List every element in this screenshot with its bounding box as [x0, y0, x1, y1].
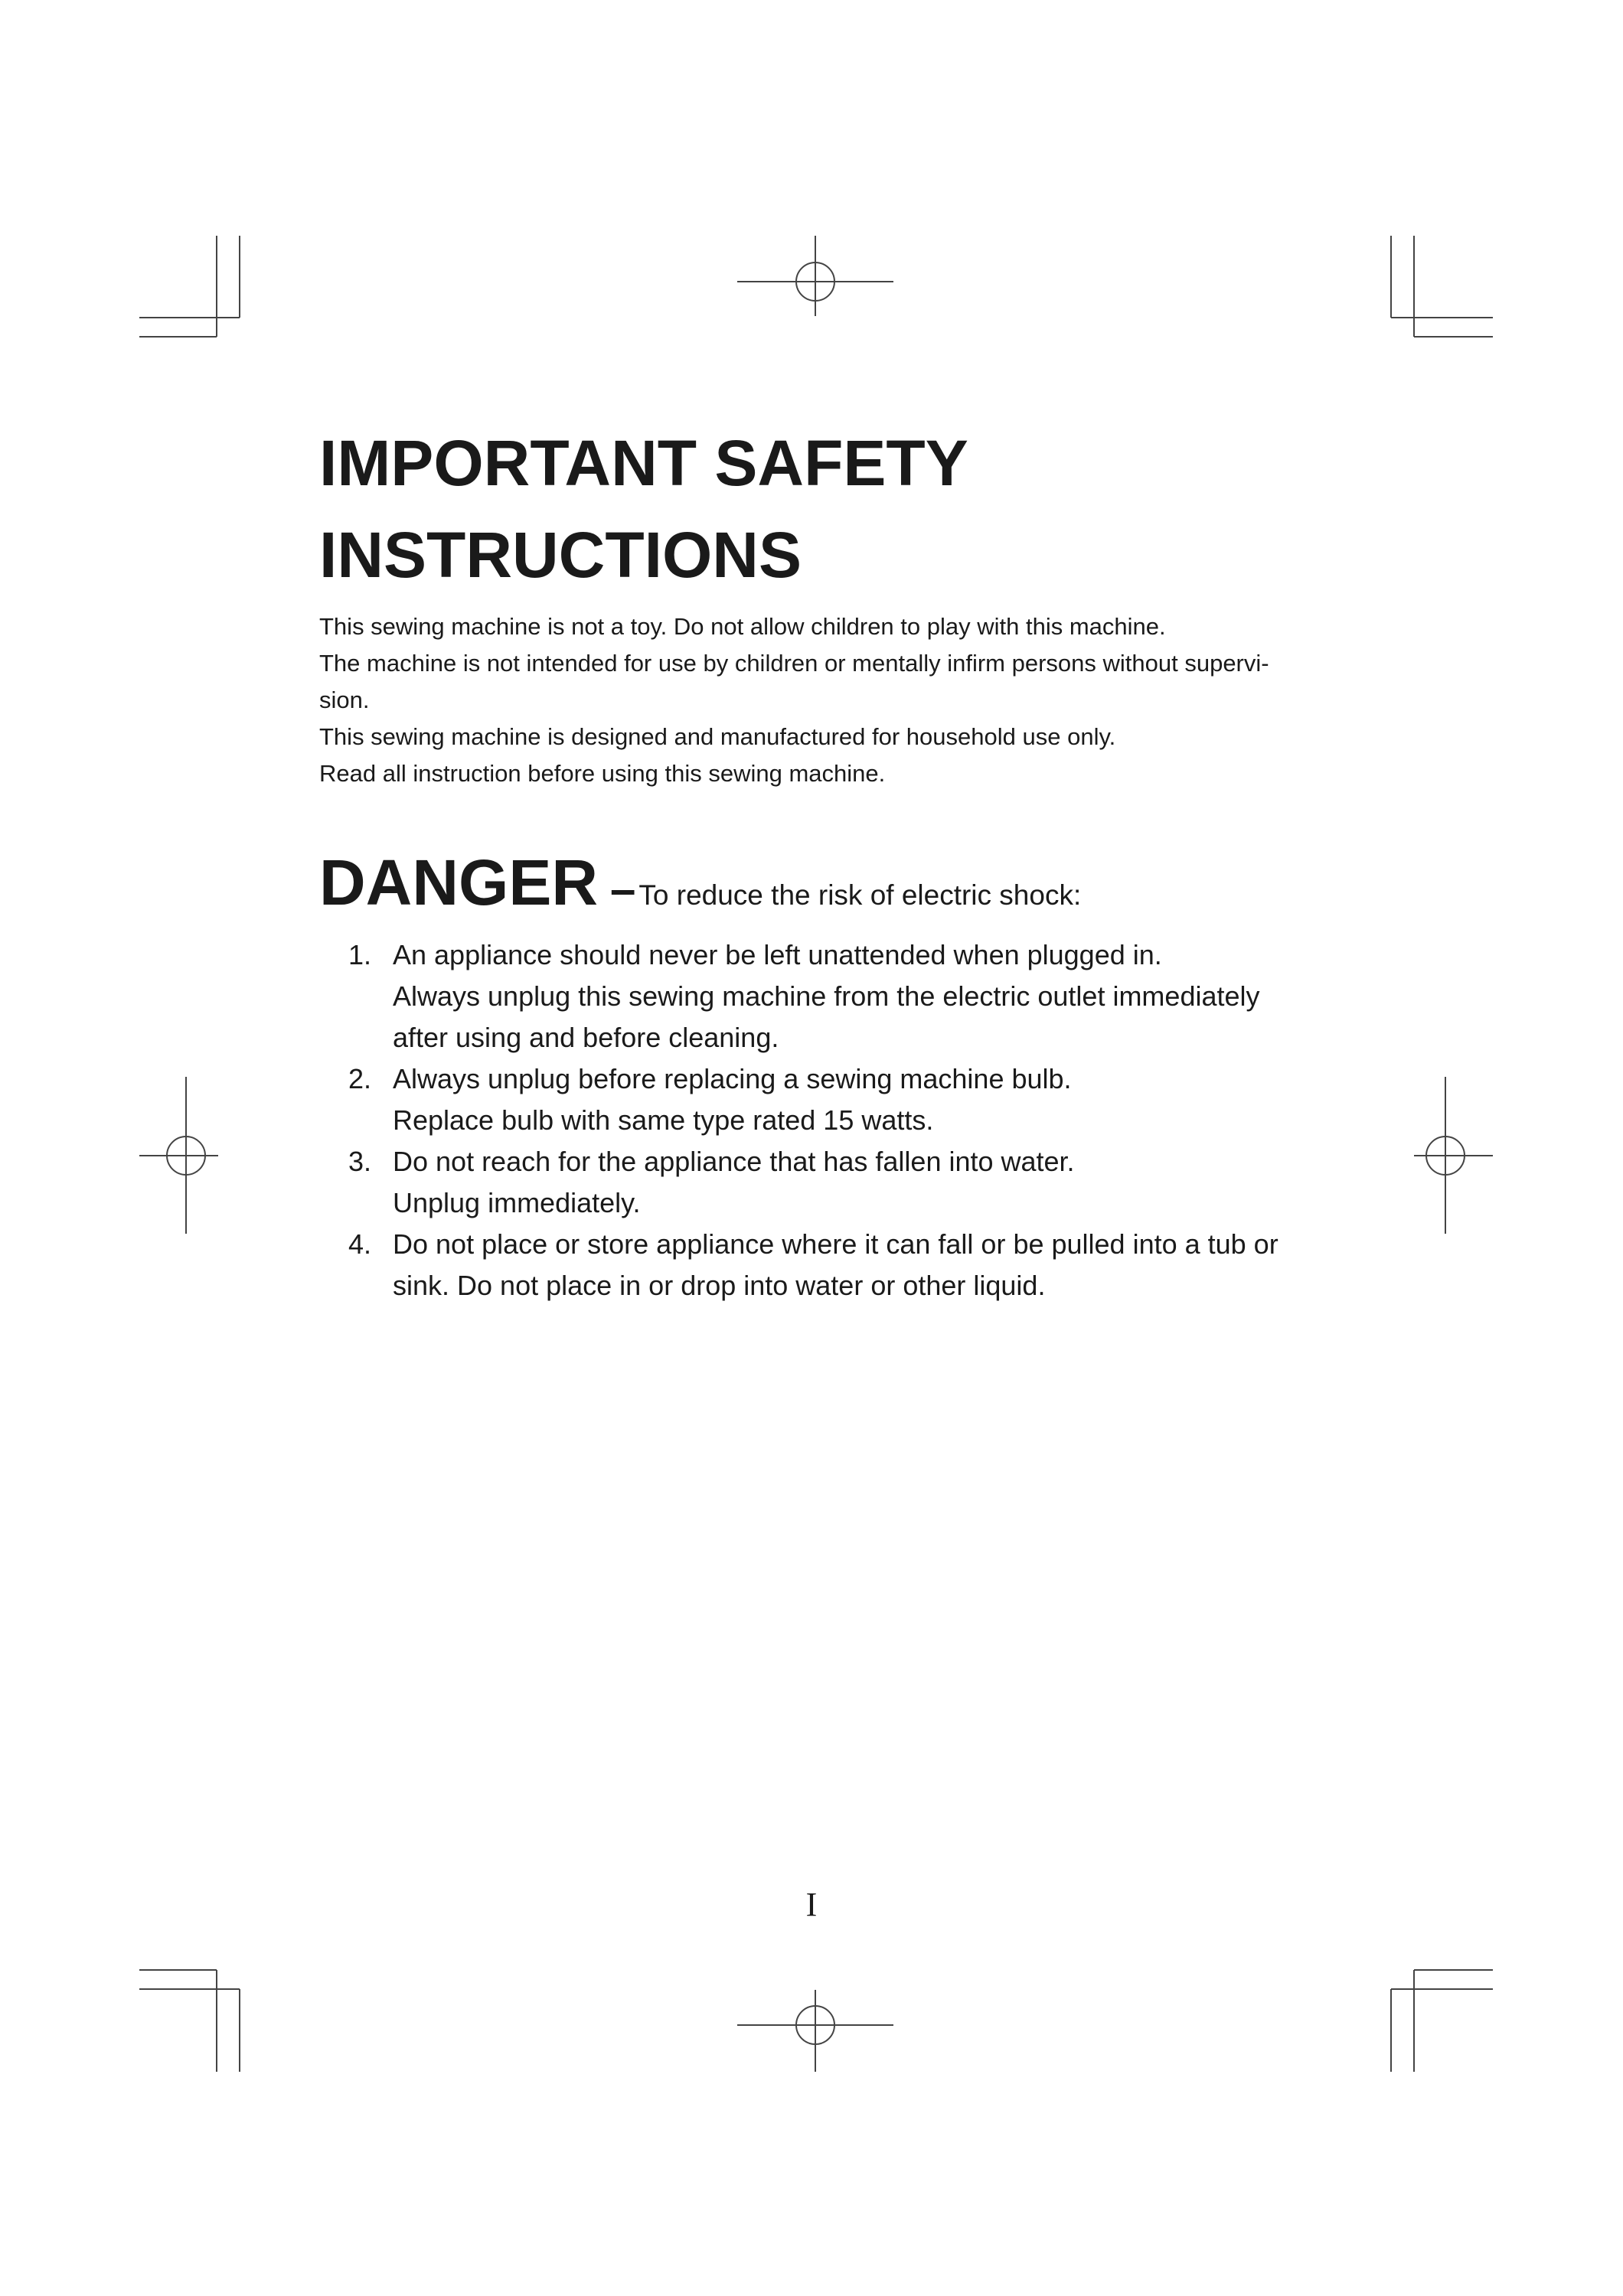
item-line: Replace bulb with same type rated 15 watts.	[393, 1104, 934, 1136]
danger-dash: –	[610, 863, 636, 915]
item-text	[393, 1141, 1307, 1224]
intro-text	[319, 608, 1307, 792]
item-line: after using and before cleaning.	[393, 1022, 779, 1053]
title-line-2: INSTRUCTIONS	[319, 519, 802, 591]
item-number: 3.	[348, 1146, 372, 1177]
intro-line: This sewing machine is designed and manufactured for household use only.	[319, 723, 1116, 750]
item-line: Do not place or store appliance where it can fall or be pulled into a tub or	[393, 1228, 1278, 1260]
crop-mark-bottom-right	[1391, 1970, 1493, 2072]
crop-mark-top-right	[1391, 236, 1493, 337]
item-line: Always unplug this sewing machine from the electric outlet immediately	[393, 980, 1260, 1012]
intro-line: Read all instruction before using this sewing machine.	[319, 760, 886, 787]
item-line: Always unplug before replacing a sewing machine bulb.	[393, 1063, 1072, 1094]
title-line-1: IMPORTANT SAFETY	[319, 427, 968, 499]
item-number: 4.	[348, 1228, 372, 1260]
danger-item-1	[319, 934, 1307, 1058]
danger-label: DANGER	[319, 846, 599, 918]
crop-mark-top-left	[139, 236, 240, 337]
crop-mark-bottom-left	[139, 1970, 240, 2072]
registration-mark-bottom	[737, 1990, 893, 2072]
danger-item-4	[319, 1224, 1307, 1306]
danger-list	[319, 934, 1307, 1306]
item-text	[393, 1058, 1307, 1141]
danger-item-2	[319, 1058, 1307, 1141]
item-text	[393, 934, 1307, 1058]
item-number: 2.	[348, 1063, 372, 1094]
danger-subtitle: To reduce the risk of electric shock:	[638, 879, 1082, 911]
safety-instructions	[319, 417, 1307, 1306]
item-line: An appliance should never be left unattended when plugged in.	[393, 939, 1162, 970]
registration-mark-top	[737, 236, 893, 316]
item-line: Do not reach for the appliance that has fallen into water.	[393, 1146, 1075, 1177]
registration-mark-left	[139, 1077, 218, 1234]
item-line: sink. Do not place in or drop into water or other liquid.	[393, 1270, 1046, 1301]
danger-item-3	[319, 1141, 1307, 1224]
intro-line: sion.	[319, 687, 370, 713]
item-line: Unplug immediately.	[393, 1187, 641, 1218]
item-number: 1.	[348, 939, 372, 970]
item-text	[393, 1224, 1307, 1306]
page-title	[319, 417, 1307, 601]
intro-line: The machine is not intended for use by children or mentally infirm persons without supervi-	[319, 650, 1269, 677]
intro-line: This sewing machine is not a toy. Do not allow children to play with this machine.	[319, 613, 1166, 640]
danger-heading	[319, 844, 1307, 921]
page-number: I	[805, 1886, 818, 1923]
registration-mark-right	[1414, 1077, 1493, 1234]
